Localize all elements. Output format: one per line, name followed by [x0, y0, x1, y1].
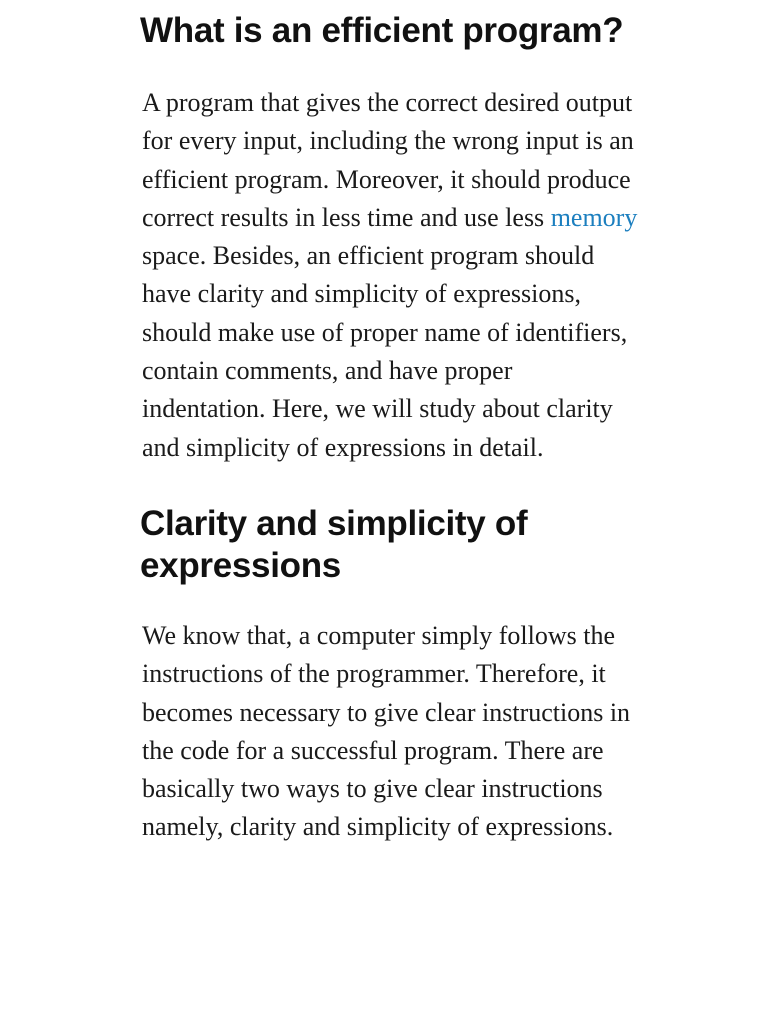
- paragraph-text-after-link: space. Besides, an efficient program should have clarity and simplicity of expressions, should make use of proper name of identifiers, contain comments, and have proper indentation. Here, we will study about clarity and simplicity of expressions in detail.: [142, 241, 628, 462]
- article-content: [140, 0, 640, 847]
- paragraph-text-before-link: A program that gives the correct desired output for every input, including the wrong input is an efficient program. Moreover, it should produce correct results in less time and use less: [142, 88, 634, 232]
- memory-link[interactable]: memory: [550, 202, 638, 232]
- section-heading-efficient-program: What is an efficient program?: [140, 11, 624, 50]
- section-heading-clarity-simplicity: Clarity and simplicity of expressions: [140, 503, 528, 585]
- section-paragraph-efficient-program: [140, 84, 640, 467]
- section-paragraph-clarity-simplicity: We know that, a computer simply follows the instructions of the programmer. Therefore, it becomes necessary to give clear instructions in the code for a successful program. There are basically two ways to give clear instructions namely, clarity and simplicity of expressions.: [142, 620, 631, 842]
